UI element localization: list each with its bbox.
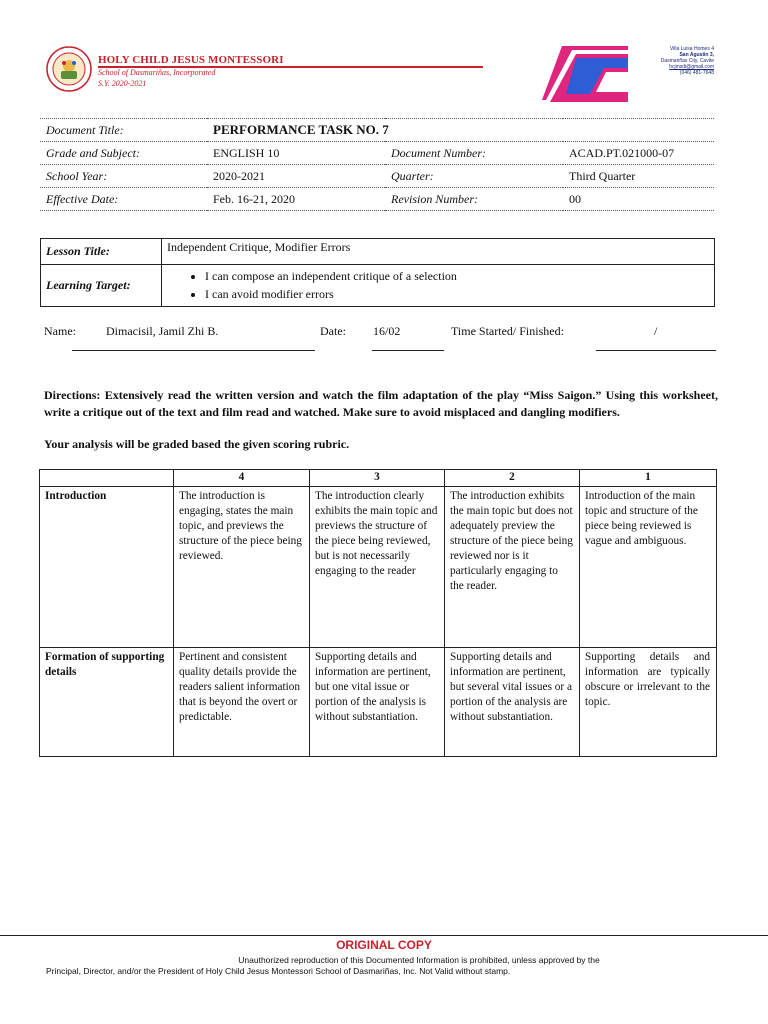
rubric-cell: Supporting details and information are pertinent, but several vital issues or a portion of the analysis are without substantiation.	[445, 648, 580, 757]
name-field[interactable]: Dimacisil, Jamil Zhi B.	[106, 324, 219, 338]
address-line: San Agustin 3,	[679, 52, 714, 58]
school-year-label: School Year:	[40, 165, 207, 188]
scoring-rubric-table	[39, 469, 717, 757]
school-phone: (046) 481-7648	[679, 70, 714, 76]
rubric-cell: The introduction clearly exhibits the main topic and previews the structure of the piece being reviewed, but is not necessarily engaging to the reader	[310, 487, 445, 648]
document-number-label: Document Number:	[385, 142, 563, 165]
document-title-label: Document Title:	[40, 119, 207, 142]
learning-target-label: Learning Target:	[41, 265, 162, 307]
revision-number-label: Revision Number:	[385, 188, 563, 211]
rubric-score-header: 4	[174, 470, 310, 487]
school-year-value: 2020-2021	[207, 165, 385, 188]
document-title-value: PERFORMANCE TASK NO. 7	[207, 119, 714, 142]
school-name: HOLY CHILD JESUS MONTESSORI	[98, 54, 284, 66]
quarter-value: Third Quarter	[563, 165, 714, 188]
rubric-corner-cell	[40, 470, 174, 487]
document-info-table	[40, 118, 714, 211]
time-label: Time Started/ Finished:	[451, 324, 564, 338]
rubric-cell: Supporting details and information are pertinent, but one vital issue or portion of the analysis is without substantiation.	[310, 648, 445, 757]
name-underline	[72, 350, 315, 351]
lesson-title-label: Lesson Title:	[41, 239, 162, 265]
date-field[interactable]: 16/02	[373, 324, 401, 338]
quarter-label: Quarter:	[385, 165, 563, 188]
learning-target-item: • I can avoid modifier errors	[205, 285, 709, 303]
decorative-brand-shape	[536, 44, 628, 106]
time-underline	[596, 350, 716, 351]
rubric-cell: Supporting details and information are typically obscure or irrelevant to the topic.	[580, 648, 717, 757]
lesson-title-value: Independent Critique, Modifier Errors	[162, 239, 715, 265]
school-address	[628, 46, 714, 76]
footer-notice-line: Unauthorized reproduction of this Documented Information is prohibited, unless approved by the	[238, 955, 600, 965]
rubric-criterion: Introduction	[40, 487, 174, 648]
lesson-table	[40, 238, 715, 307]
document-number-value: ACAD.PT.021000-07	[563, 142, 714, 165]
footer-rule	[0, 935, 768, 936]
school-email-link[interactable]: hcjmsdi@gmail.com	[669, 64, 714, 70]
rubric-criterion: Formation of supporting details	[40, 648, 174, 757]
rubric-cell: The introduction exhibits the main topic but does not adequately preview the structure of the piece being reviewed nor is it particularly engaging to the reader.	[445, 487, 580, 648]
school-seal-logo	[46, 46, 92, 92]
grade-subject-label: Grade and Subject:	[40, 142, 207, 165]
original-copy-stamp: ORIGINAL COPY	[336, 938, 432, 952]
rubric-score-header: 1	[580, 470, 717, 487]
rubric-cell: Pertinent and consistent quality details provide the readers salient information that is beyond the overt or predictable.	[174, 648, 310, 757]
learning-targets	[162, 265, 715, 307]
revision-number-value: 00	[563, 188, 714, 211]
grade-subject-value: ENGLISH 10	[207, 142, 385, 165]
date-label: Date:	[320, 324, 346, 338]
time-field[interactable]: /	[654, 324, 658, 338]
learning-target-item: • I can compose an independent critique of a selection	[205, 267, 709, 285]
grading-note: Your analysis will be graded based the given scoring rubric.	[44, 437, 350, 451]
address-line: Dasmariñas City, Cavite	[660, 58, 714, 64]
rubric-cell: Introduction of the main topic and structure of the piece being reviewed is vague and ambiguous.	[580, 487, 717, 648]
school-year-tag: S.Y. 2020-2021	[98, 79, 147, 88]
school-subtitle: School of Dasmariñas, Incorporated	[98, 68, 216, 77]
effective-date-value: Feb. 16-21, 2020	[207, 188, 385, 211]
learning-target-list	[167, 267, 709, 303]
address-line: Villa Luisa Homes 4	[669, 46, 714, 52]
rubric-score-header: 3	[310, 470, 445, 487]
directions-text: Directions: Extensively read the written version and watch the film adaptation of the play “Miss Saigon.” Using this worksheet, write a critique out of the text and film read and watched. Make sure to avoid misplaced and dangling modifiers.	[44, 388, 718, 419]
rubric-score-header: 2	[445, 470, 580, 487]
effective-date-label: Effective Date:	[40, 188, 207, 211]
footer-notice-line: Principal, Director, and/or the President of Holy Child Jesus Montessori School of Dasmariñas, Inc. Not Valid without stamp.	[46, 966, 511, 976]
rubric-cell: The introduction is engaging, states the main topic, and previews the structure of the piece being reviewed.	[174, 487, 310, 648]
date-underline	[372, 350, 444, 351]
name-label: Name:	[44, 324, 76, 338]
